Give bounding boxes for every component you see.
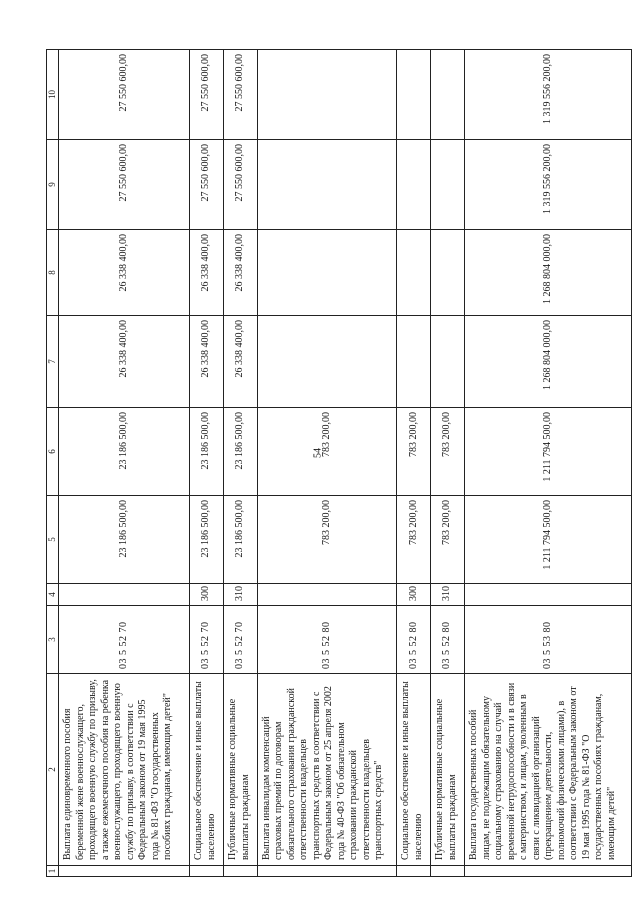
row-value-6: 783 200,00: [397, 408, 431, 496]
row-expense-type: 300: [397, 584, 431, 606]
table-row: [190, 50, 224, 877]
column-number: 3: [47, 606, 59, 674]
row-expense-type: [59, 584, 190, 606]
row-value-9: 1 319 556 200,00: [465, 140, 632, 230]
row-code: 03 5 52 80: [397, 606, 431, 674]
column-number-row: [47, 50, 59, 877]
column-number: 2: [47, 674, 59, 866]
row-expense-type: 310: [224, 584, 258, 606]
row-value-7: [397, 316, 431, 408]
row-index-cell: [431, 866, 465, 877]
table-row: [59, 50, 190, 877]
row-value-10: 27 550 600,00: [224, 50, 258, 140]
table-row: [465, 50, 632, 877]
row-value-10: [257, 50, 396, 140]
row-index-cell: [397, 866, 431, 877]
row-description: Выплата инвалидам компенсаций страховых премий по договорам обязательного страхования гражданской ответственности владельцев транспортных средств в соответствии с Федеральным законом от 25 апреля 2002 года № 40-ФЗ "Об обязательном страховании гражданской ответственности владельцев транспортных средств": [257, 674, 396, 866]
row-value-6: 23 186 500,00: [190, 408, 224, 496]
row-value-5: 783 200,00: [397, 496, 431, 584]
budget-table-container: [46, 50, 632, 877]
row-index-cell: [257, 866, 396, 877]
row-value-5: 23 186 500,00: [190, 496, 224, 584]
row-description: Социальное обеспечение и иные выплаты населению: [190, 674, 224, 866]
row-value-6: 23 186 500,00: [224, 408, 258, 496]
row-value-8: 1 268 804 000,00: [465, 230, 632, 316]
column-number: 4: [47, 584, 59, 606]
row-value-8: [397, 230, 431, 316]
row-expense-type: [257, 584, 396, 606]
row-value-10: 27 550 600,00: [59, 50, 190, 140]
row-code: 03 5 52 80: [257, 606, 396, 674]
row-code: 03 5 53 80: [465, 606, 632, 674]
row-value-8: [257, 230, 396, 316]
row-value-10: [431, 50, 465, 140]
row-value-7: 26 338 400,00: [59, 316, 190, 408]
row-value-9: 27 550 600,00: [190, 140, 224, 230]
row-code: 03 5 52 70: [190, 606, 224, 674]
row-value-9: 27 550 600,00: [59, 140, 190, 230]
row-value-7: 1 268 804 000,00: [465, 316, 632, 408]
row-code: 03 5 52 70: [59, 606, 190, 674]
table-row: [257, 50, 396, 877]
row-value-5: 1 211 794 500,00: [465, 496, 632, 584]
column-number: 6: [47, 408, 59, 496]
row-value-6: 783 200,00: [257, 408, 396, 496]
row-value-5: 23 186 500,00: [224, 496, 258, 584]
row-description: Публичные нормативные социальные выплаты гражданам: [224, 674, 258, 866]
row-index-cell: [59, 866, 190, 877]
row-description: Публичные нормативные социальные выплаты гражданам: [431, 674, 465, 866]
row-value-5: 23 186 500,00: [59, 496, 190, 584]
row-code: 03 5 52 70: [224, 606, 258, 674]
table-row: [224, 50, 258, 877]
column-number: 7: [47, 316, 59, 408]
row-value-9: [257, 140, 396, 230]
row-value-9: [431, 140, 465, 230]
row-index-cell: [190, 866, 224, 877]
budget-table: [46, 49, 632, 877]
page-number: 54: [312, 448, 324, 458]
row-value-10: 1 319 556 200,00: [465, 50, 632, 140]
table-row: [397, 50, 431, 877]
row-value-6: 23 186 500,00: [59, 408, 190, 496]
row-value-6: 783 200,00: [431, 408, 465, 496]
row-value-8: [431, 230, 465, 316]
row-value-7: 26 338 400,00: [190, 316, 224, 408]
row-index-cell: [224, 866, 258, 877]
row-value-8: 26 338 400,00: [190, 230, 224, 316]
row-value-7: [431, 316, 465, 408]
row-value-5: 783 200,00: [431, 496, 465, 584]
row-index-cell: [465, 866, 632, 877]
row-expense-type: 300: [190, 584, 224, 606]
row-description: Выплата государственных пособий лицам, не подлежащим обязательному социальному страхованию на случай временной нетрудоспособности и в связи с материнством, и лицам, уволенным в связи с ликвидацией организаций (прекращением деятельности, полномочий физическими лицами), в соответствии с Федеральным законом от 19 мая 1995 года № 81-ФЗ "О государственных пособиях гражданам, имеющим детей": [465, 674, 632, 866]
table-row: [431, 50, 465, 877]
row-value-8: 26 338 400,00: [59, 230, 190, 316]
row-value-7: 26 338 400,00: [224, 316, 258, 408]
row-value-8: 26 338 400,00: [224, 230, 258, 316]
row-value-7: [257, 316, 396, 408]
column-number: 9: [47, 140, 59, 230]
row-value-9: 27 550 600,00: [224, 140, 258, 230]
row-description: Социальное обеспечение и иные выплаты населению: [397, 674, 431, 866]
row-value-6: 1 211 794 500,00: [465, 408, 632, 496]
row-value-10: [397, 50, 431, 140]
column-number: 1: [47, 866, 59, 877]
column-number: 5: [47, 496, 59, 584]
row-description: Выплата единовременного пособия беременной жене военнослужащего, проходящего военную службу по призыву, а также ежемесячного пособия на ребенка военнослужащего, проходящего военную службу по призыву, в соответствии с Федеральным законом от 19 мая 1995 года № 81-ФЗ "О государственных пособиях гражданам, имеющим детей": [59, 674, 190, 866]
column-number: 8: [47, 230, 59, 316]
row-expense-type: [465, 584, 632, 606]
row-value-9: [397, 140, 431, 230]
column-number: 10: [47, 50, 59, 140]
row-code: 03 5 52 80: [431, 606, 465, 674]
row-expense-type: 310: [431, 584, 465, 606]
row-value-5: 783 200,00: [257, 496, 396, 584]
row-value-10: 27 550 600,00: [190, 50, 224, 140]
